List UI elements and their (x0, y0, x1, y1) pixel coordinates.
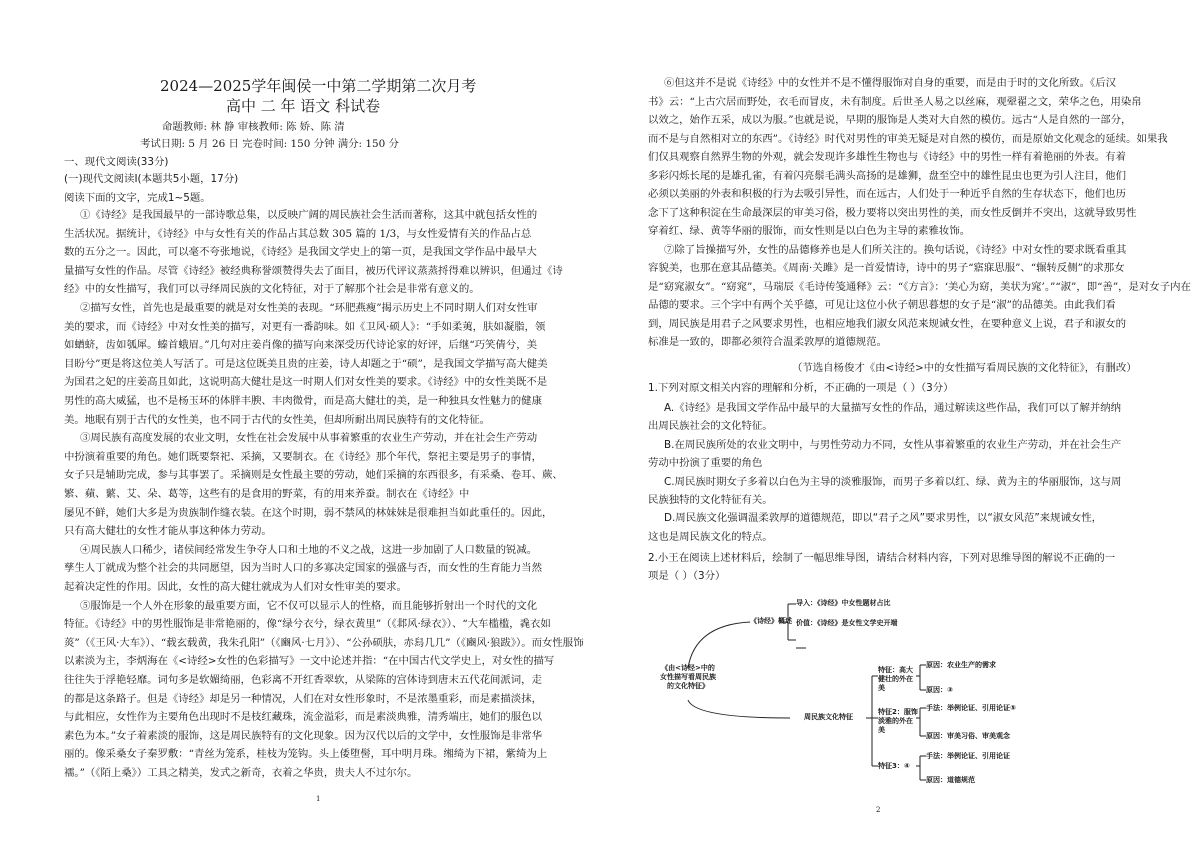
passage-line: 女子只是辅助完成，参与其事罢了。采摘则是女性最主要的劳动，她们采摘的东西很多，有采桑、卷耳、蕨、 (64, 469, 563, 482)
passage-line: 目盼兮”更是将这位美人写活了。可是这位既美且贵的庄姜，诗人却题之于“硕”，是我国文学描写高大健美 (64, 357, 548, 370)
question-1-option: B.在周民族所处的农业文明中，与男性劳动力不同，女性从事着繁重的农业生产劳动，并在社会生产 (664, 438, 1122, 451)
mind-map-feature-2-cause: 原因：审美习俗、审美观念 (926, 732, 1010, 740)
passage-line: ③周民族有高度发展的农业文明，女性在社会发展中从事着繁重的农业生产劳动，并在社会生产劳动 (80, 432, 538, 445)
teachers-line: 命题教师: 林 静 审核教师: 陈 娇、陈 清 (162, 121, 345, 133)
passage-line: 丽的。像采桑女子秦罗敷：“青丝为笼系，桂枝为笼钩。头上倭堕髻，耳中明月珠。缃绮为下裙，紫绮为上 (64, 748, 548, 761)
passage-line: 素色为本。”女子着素淡的服饰，这是周民族特有的文化现象。因为汉代以后的文学中，女性服饰是非常华 (64, 729, 543, 742)
passage-line: 以效之，始作五采，成以为服。”也就是说，早期的服饰是人类对大自然的模仿。远古“人是自然的一部分， (648, 114, 1132, 126)
passage-line: 繁、蘋、蘩、艾、朵、葛等，这些有的是食用的野菜，有的用来养蚕。制衣在《诗经》中 (64, 488, 470, 500)
passage-line: 量描写女性的作品。尽管《诗经》被经典称誉颂赞得失去了面目，被历代评议蒸蒸捋得难以辨识，但通过《诗 (64, 264, 563, 277)
passage-line: 男性的高大威猛，也不是杨玉环的体胖丰腴、丰肉微骨，而是高大健壮的美，是一种独具女性魅力的健康 (64, 395, 542, 407)
passage-line: 与此相应，女性作为主要角色出现时不是枝红藏珠，流金溢彩，而是素淡典雅，清秀端庄，她们的服色以 (64, 711, 542, 724)
mind-map-node-intro: 导入：《诗经》中女性题材占比 (796, 599, 891, 607)
passage-line: 数的五分之一。因此，可以毫不夸张地说，《诗经》是我国文学史上的第一页，是我国文学作品中最早大 (64, 246, 537, 259)
question-1-option: D.周民族文化强调温柔敦厚的道德规范，即以“君子之风”要求男性，以“淑女风范”来规诫女性， (664, 512, 1103, 525)
passage-line: 起着决定性的作用。因此，女性的高大健壮就成为人们对女性审美的要求。 (64, 581, 407, 593)
mind-map-node-features: 周民族文化特征 (804, 713, 853, 721)
passage-line: 美的要求，而《诗经》中对女性美的描写，对更有一番韵味。如《卫风·硕人》：“手如柔荑，肤如凝脂，领 (64, 320, 546, 333)
passage-line: 孳生人丁就成为整个社会的共同愿望，因为当时人口的多寡决定国家的强盛与否，而女性的生育能力当然 (64, 562, 542, 575)
passage-line: 品德的要求。三个字中有两个关乎德，可见让这位小伙子朝思暮想的女子是“淑”的品德美。由此我们看 (648, 299, 1116, 311)
passage-line: 特征。《诗经》中的男性服饰是非常艳丽的，像“绿兮衣兮，绿衣黄里”（《邶风·绿衣》）、“大车槛槛，毳衣如 (64, 618, 551, 631)
passage-line: 只有高大健壮的女性才能从事这种体力劳动。 (64, 525, 272, 538)
reading-instruction: 阅读下面的文字，完成1~5题。 (64, 192, 211, 204)
passage-line: 书》云：“上古穴居而野处，衣毛而冒皮，未有制度。后世圣人易之以丝麻，观翚翟之文，荣华之色，用染帛 (648, 95, 1142, 108)
question-1-option-continued: 这也是周民族文化的特点。 (648, 530, 773, 543)
passage-line: 为国君之妃的庄姜高且如此，这说明高大健壮是这一时期人们对女性美的要求。《诗经》中的女性美既不是 (64, 376, 548, 389)
mind-map-feature-3: 特征3：④ (878, 762, 910, 770)
exam-title: 2024—2025学年闽侯一中第二学期第二次月考 (160, 77, 477, 95)
passage-line: 襦。”（《陌上桑》）工具之精美，发式之新奇，衣着之华贵，贵夫人不过尔尔。 (64, 767, 418, 779)
mind-map-feature-3-cause: 原因：道德规范 (926, 776, 975, 784)
passage-line: 而不是与自然相对立的东西”。《诗经》时代对男性的审美无疑是对自然的模仿，而是原始文化观念的延续。如果我 (648, 132, 1168, 145)
subsection-heading: (一)现代文阅读I(本题共5小题，17分) (64, 173, 239, 185)
mind-map-feature-2: 特征2：服饰淡雅的外在美 (878, 708, 918, 734)
passage-line: 美。地眠有别于古代的女性美，也不同于古代的女性美，但却所耐出周民族特有的文化特征。 (64, 413, 491, 426)
passage-line: 屡见不鲜，她们大多是为贵族制作缝衣装。在这个时期，弱不禁风的林妹妹是很难担当如此重任的。因此， (64, 506, 553, 519)
question-2-stem: 2.小王在阅读上述材料后，绘制了一幅思维导图，请结合材料内容，下列对思维导图的解说不正确的一 (648, 552, 1116, 564)
mind-map-feature-2-method: 手法：举例论证、引用论证⑤ (926, 704, 1016, 712)
passage-line: 经》中的女性描写，我们可以寻绎周民族的文化特征，对于了解那个社会是非常有意义的。 (64, 283, 480, 296)
question-1-option: C.周民族时期女子多着以白色为主导的淡雅服饰，而男子多着以红、绿、黄为主的华丽服饰，这与周 (664, 475, 1122, 488)
passage-line: 往往失于浮艳轻靡。词句多是软媚绮丽，色彩离不开红香翠软，从梁陈的宫体诗到唐末五代花间派词，走 (64, 674, 542, 686)
question-1-stem: 1.下列对原文相关内容的理解和分析，不正确的一项是（ ）（3分） (648, 382, 954, 394)
passage-line: ②描写女性，首先也是最重要的就是对女性美的表现。“环肥燕瘦”揭示历史上不同时期人们对女性审 (80, 302, 538, 314)
passage-line: 如蝤蛴，齿如瓠犀。螓首蛾眉。”几句对庄姜肖像的描写向来深受历代诗论家的好评，后继“巧笑倩兮，美 (64, 339, 537, 352)
question-1-option: A.《诗经》是我国文学作品中最早的大量描写女性的作品，通过解读这些作品，我们可以了解并纳纳 (664, 402, 1122, 414)
question-2-stem-tail: 项是（ ）（3分） (648, 570, 726, 582)
mind-map-node-value: 价值：《诗经》是女性文学史开端 (796, 619, 898, 627)
page-number: 1 (316, 795, 321, 803)
passage-line: 穿着红、绿、黄等华丽的服饰，而女性则是以白色为主导的素雅妆饰。 (648, 225, 971, 237)
passage-line: ⑦除了旨操描写外，女性的品德修养也是人们所关注的。换句话说，《诗经》中对女性的要求既看重其 (664, 243, 1127, 256)
mind-map-feature-1-cause: 原因：农业生产的需求 (926, 661, 996, 669)
passage-line: 以素淡为主，李炳海在《<诗经>女性的色彩描写》一文中论述并指：“在中国古代文学史上，对女性的描写 (64, 655, 555, 668)
passage-line: 必须以美丽的外表和积极的行为去吸引异性，而在远古，人们处于一种近乎自然的生存状态下，他们也历 (648, 188, 1126, 200)
question-1-option-continued: 劳动中扮演了重要的角色 (648, 457, 763, 470)
passage-line: 的都是这条路子。但是《诗经》却是另一种情况，人们在对女性形象时，不是浓墨重彩，而是素描淡抹， (64, 692, 542, 705)
passage-line: ⑥但这并不是说《诗经》中的女性并不是不懂得服饰对自身的重要，而是由于时的文化所致。《后汉 (664, 77, 1116, 89)
passage-line: 标准是一致的，即都必须符合温柔敦厚的道德规范。 (648, 336, 887, 348)
passage-line: 念下了这种积淀在生命最深层的审美习俗，极力要将以突出男性的美，而女性反倒并不突出，这就导致男性 (648, 206, 1137, 219)
page-number: 2 (876, 806, 881, 814)
passage-line: 多彩闪烁长尾的是雄孔雀，有着闪亮鬃毛满头高扬的是雄狮，盘至空中的雄性昆虫也更为引人注目，他们 (648, 169, 1126, 182)
exam-page-2 (600, 0, 1200, 849)
question-1-option-continued: 民族独特的文化特征有关。 (648, 494, 773, 506)
passage-line: 是“窈窕淑女”。“窈窕”，马瑞辰《毛诗传笺通释》云：“《方言》：‘美心为窈，美状为窕’。”“淑”，即“善”，是对女子内在 (648, 280, 1191, 293)
exam-info-line: 考试日期: 5 月 26 日 完卷时间: 150 分钟 满分: 150 分 (140, 138, 399, 150)
passage-source: （节选自杨俊才《由<诗经>中的女性描写看周民族的文化特征》，有删改） (792, 362, 1137, 374)
mind-map-feature-1: 特征：高大健壮的外在美 (878, 666, 913, 692)
mind-map-feature-1-cause-blank: 原因：③ (926, 686, 953, 694)
mind-map-node-overview: 《诗经》概述 (750, 617, 792, 625)
passage-line: ①《诗经》是我国最早的一部诗歌总集，以反映广阔的周民族社会生活而著称，这其中就包括女性的 (80, 209, 538, 221)
exam-subtitle: 高中 二 年 语文 科试卷 (226, 97, 381, 115)
mind-map-feature-3-method: 手法：举例论证、引用论证 (926, 752, 1010, 760)
mind-map-root: 《由<诗经>中的女性描写看周民族的文化特征》 (660, 664, 716, 690)
passage-line: 到，周民族是用君子之风要求男性，也相应地我们淑女风范来规诫女性，在要种意义上说，君子和淑女的 (648, 317, 1126, 330)
passage-line: 中扮演着重要的角色。她们既要祭祀、采摘，又要制衣。在《诗经》那个年代，祭祀主要是男子的事情， (64, 450, 542, 463)
question-1-option-continued: 出周民族社会的文化特征。 (648, 420, 773, 433)
passage-line: 容貌美，也那在意其品德美。《周南·关雎》是一首爱情诗，诗中的男子“寤寐思服”、“辗转反侧”的求那女 (648, 262, 1125, 274)
section-heading: 一、现代文阅读(33分) (64, 156, 169, 168)
passage-line: 菼”（《王风·大车》）、“载玄载黄，我朱孔阳”（《豳风·七月》）、“公孙硕肤，赤舄几几”（《豳风·狼跋》）。而女性服饰 (64, 636, 584, 649)
passage-line: 们仅具观察自然界生物的外观，就会发现许多雄性生物也与《诗经》中的男性一样有着艳丽的外表。有着 (648, 151, 1126, 163)
passage-line: 生活状况。据统计，《诗经》中与女性有关的作品占其总数 305 篇的 1/3，与女性爱情有关的作品占总 (64, 227, 532, 240)
passage-line: ④周民族人口稀少，诸侯间经常发生争夺人口和土地的不义之战，这进一步加剧了人口数量的锐减。 (80, 543, 538, 556)
passage-line: ⑤服饰是一个人外在形象的最重要方面，它不仅可以显示人的性格，而且能够折射出一个时代的文化 (80, 599, 538, 612)
